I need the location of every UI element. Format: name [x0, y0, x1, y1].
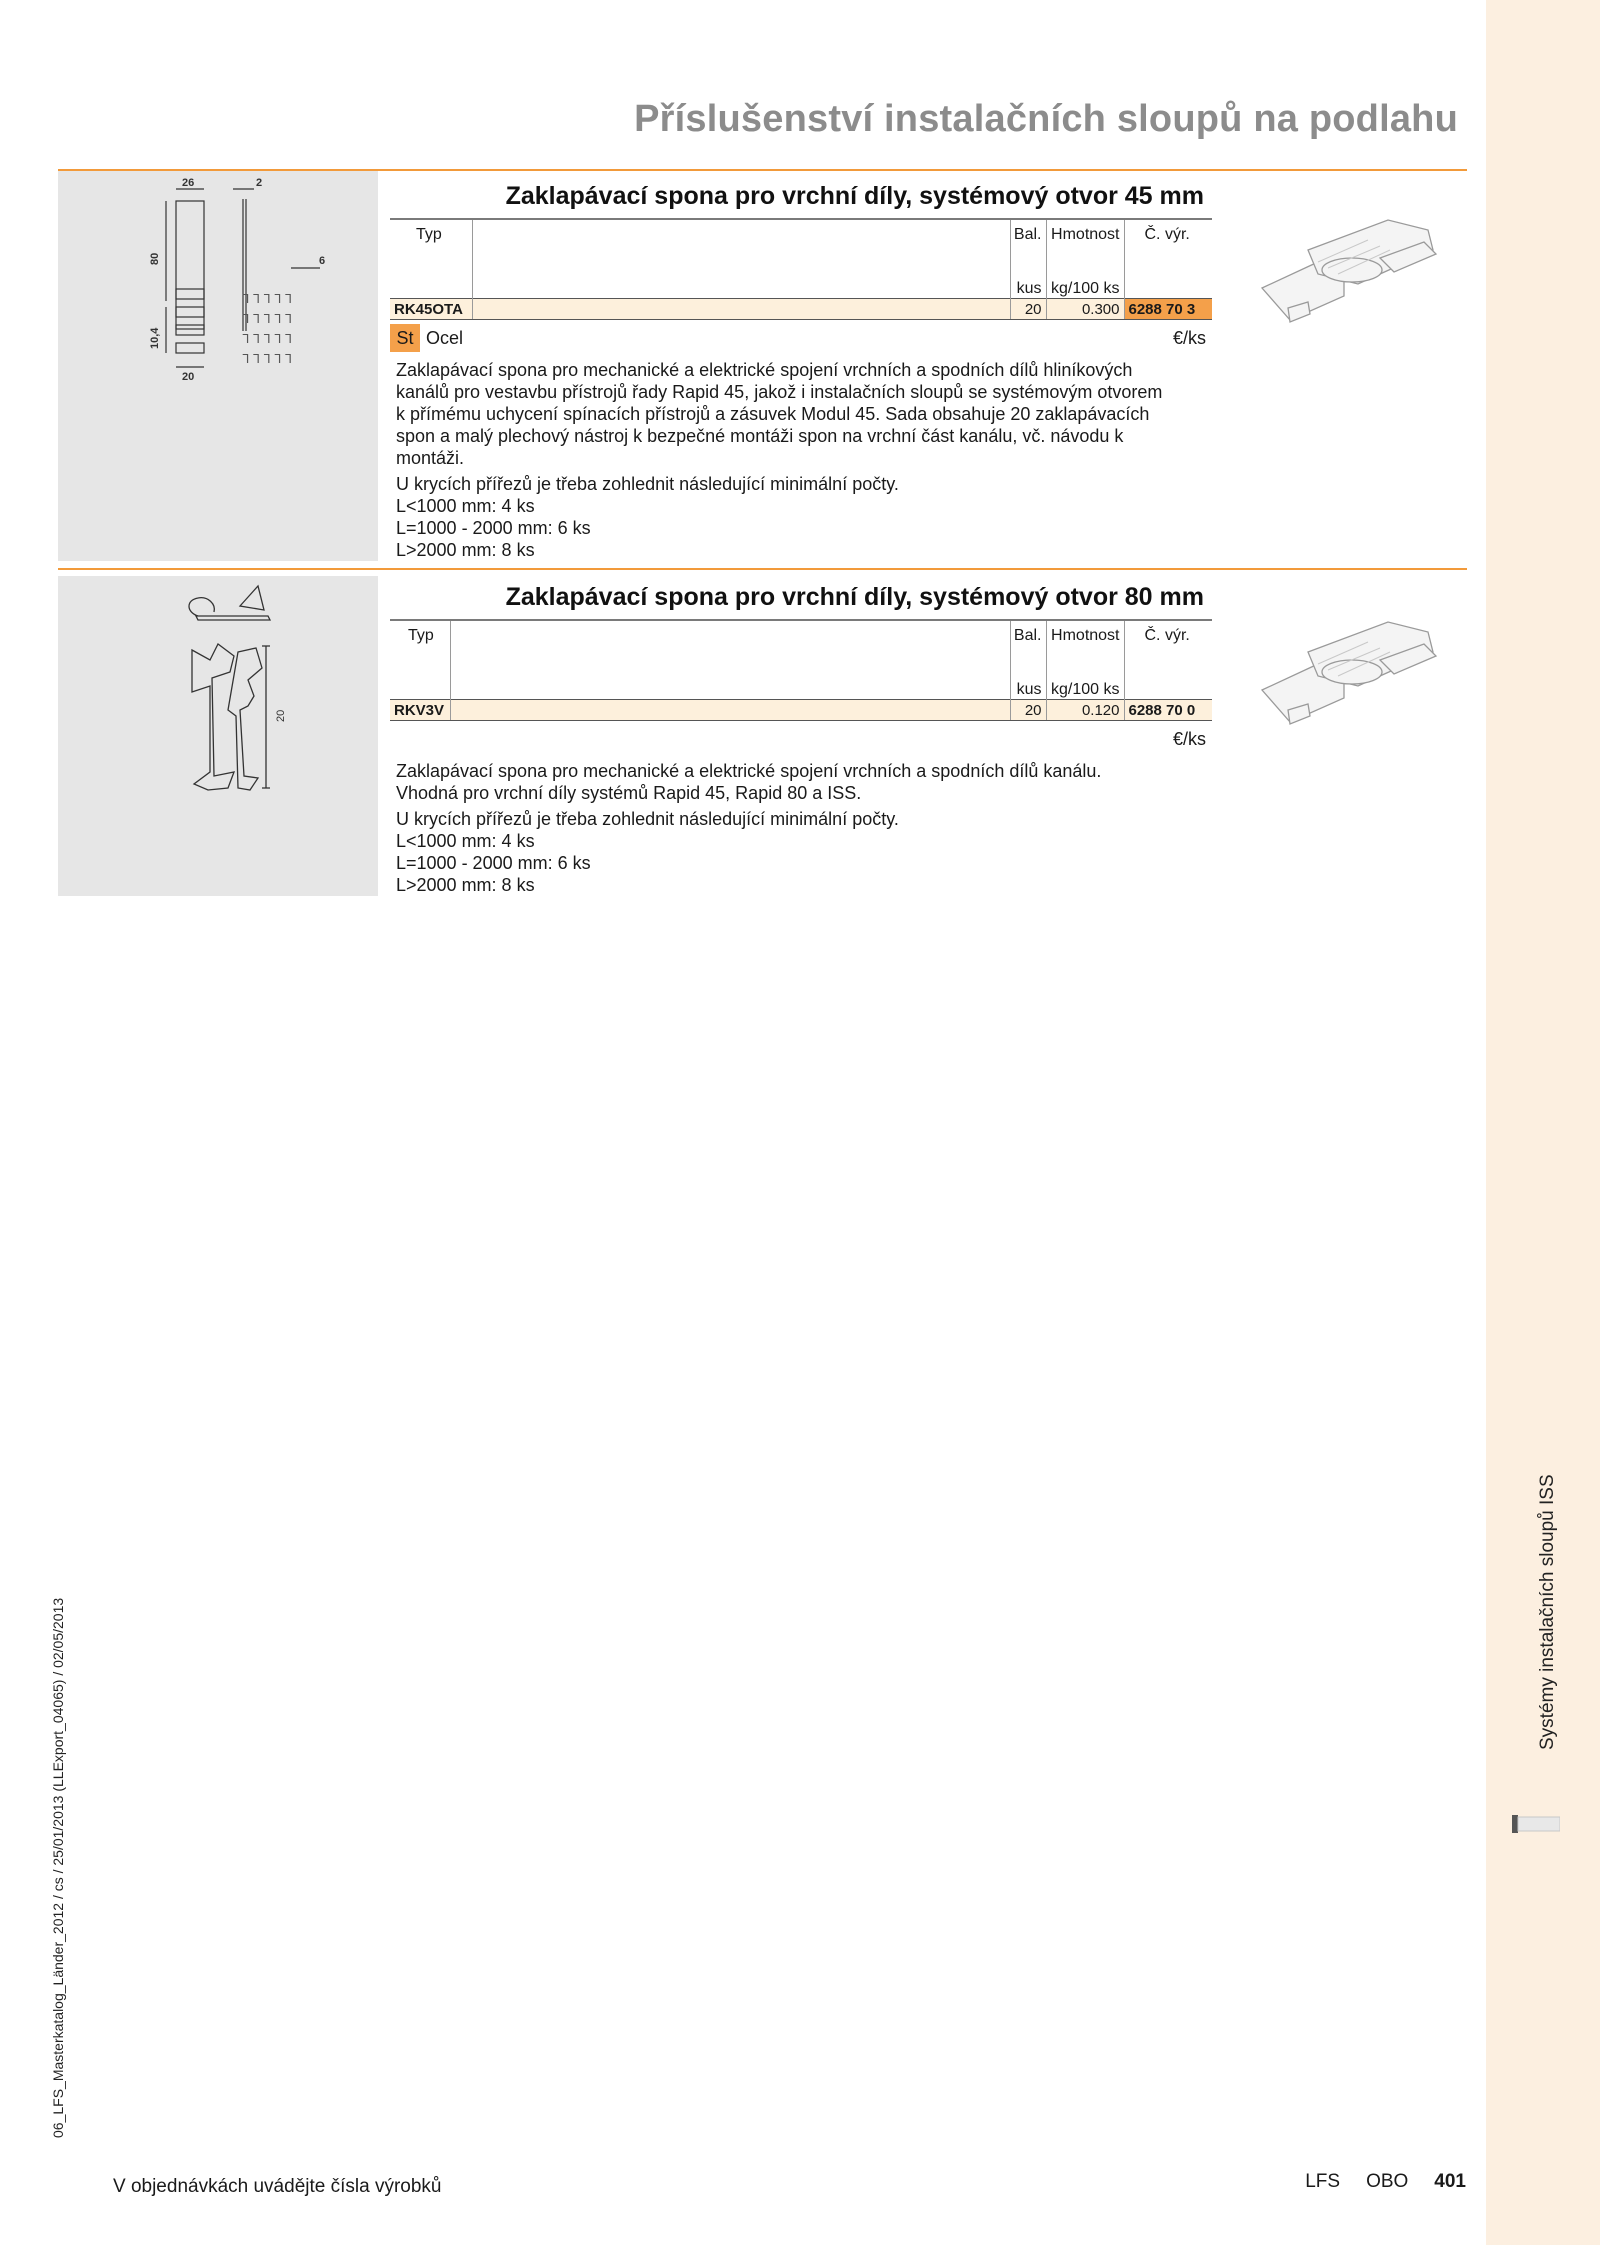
- header-hmotnost-unit: kg/100 ks: [1051, 681, 1120, 698]
- note-line: L=1000 - 2000 mm: 6 ks: [396, 518, 591, 538]
- row-hmotnost: 0.120: [1046, 700, 1124, 721]
- description-line: spon a malý plechový nástroj k bezpečné montáži spon na vrchní část kanálu, vč. návodu k: [396, 426, 1124, 446]
- description-line: k přímému uchycení spínacích přístrojů a zásuvek Modul 45. Sada obsahuje 20 zaklapávacích: [396, 404, 1150, 424]
- header-hmotnost-unit: kg/100 ks: [1051, 280, 1120, 297]
- dim-label: 80: [149, 252, 161, 265]
- header-hmotnost: Hmotnost: [1051, 627, 1120, 644]
- description-line: Zaklapávací spona pro mechanické a elektrické spojení vrchních a spodních dílů kanálu.: [396, 761, 1102, 781]
- order-note: V objednávkách uvádějte čísla výrobků: [113, 2176, 442, 2197]
- svg-text:ᒣ ᒣ ᒣ ᒣ ᒣ: ᒣ ᒣ ᒣ ᒣ ᒣ: [242, 332, 292, 346]
- product-description: [396, 359, 1216, 565]
- dim-label: 20: [182, 371, 195, 383]
- table-row[interactable]: [390, 299, 1212, 320]
- drawing-svg: [58, 171, 378, 561]
- footer-obo: OBO: [1366, 2171, 1409, 2192]
- header-bal: Bal.: [1013, 627, 1042, 644]
- header-typ: Typ: [390, 620, 450, 700]
- product-description: [396, 760, 1216, 900]
- drawing-svg: [58, 576, 378, 896]
- header-typ: Typ: [390, 219, 472, 299]
- description-line: Vhodná pro vrchní díly systémů Rapid 45, Rapid 80 a ISS.: [396, 783, 862, 803]
- row-article-number: 6288 70 0: [1124, 700, 1212, 721]
- svg-text:ᒣ ᒣ ᒣ ᒣ ᒣ: ᒣ ᒣ ᒣ ᒣ ᒣ: [242, 312, 292, 326]
- page-title: Příslušenství instalačních sloupů na podlahu: [634, 98, 1458, 140]
- material-name: Ocel: [426, 328, 464, 348]
- product-photo-rkv3v: [1248, 612, 1448, 732]
- price-unit: €/ks: [1172, 328, 1206, 348]
- product-title: Zaklapávací spona pro vrchní díly, systémový otvor 80 mm: [505, 583, 1204, 611]
- side-band: [1486, 0, 1600, 2245]
- description-line: Zaklapávací spona pro mechanické a elektrické spojení vrchních a spodních dílů hliníkových: [396, 360, 1133, 380]
- footer-brand: [1305, 2171, 1466, 2193]
- row-bal: 20: [1010, 700, 1046, 721]
- table-row[interactable]: [390, 700, 1212, 721]
- note-line: L<1000 mm: 4 ks: [396, 831, 535, 851]
- row-bal: 20: [1010, 299, 1046, 320]
- dim-label: 2: [256, 177, 263, 189]
- note-line: L=1000 - 2000 mm: 6 ks: [396, 853, 591, 873]
- dim-label: 10,4: [149, 327, 161, 349]
- side-print-info: 06_LFS_Masterkatalog_Länder_2012 / cs / 25/01/2013 (LLExport_04065) / 02/05/2013: [50, 1597, 66, 2138]
- price-unit: €/ks: [1172, 729, 1206, 749]
- dim-label: 6: [319, 255, 326, 267]
- table-header-row: [390, 620, 1212, 700]
- header-bal-unit: kus: [1016, 280, 1042, 297]
- header-bal: Bal.: [1013, 226, 1042, 243]
- footer-lfs: LFS: [1305, 2171, 1341, 2192]
- product-photo-rk45ota: [1248, 210, 1448, 330]
- row-typ: RKV3V: [390, 700, 450, 721]
- spec-table: [390, 218, 1212, 320]
- note-line: L>2000 mm: 8 ks: [396, 540, 535, 560]
- product-title: Zaklapávací spona pro vrchní díly, systémový otvor 45 mm: [505, 182, 1204, 210]
- side-section-label: Systémy instalačních sloupů ISS: [1537, 1474, 1558, 1750]
- row-typ: RK45OTA: [390, 299, 472, 320]
- page-number: 401: [1434, 2171, 1466, 2192]
- table-header-row: [390, 219, 1212, 299]
- technical-drawing-rkv3v: [58, 576, 378, 896]
- header-cv: Č. výr.: [1144, 627, 1190, 644]
- row-article-number: 6288 70 3: [1124, 299, 1212, 320]
- header-bal-unit: kus: [1016, 681, 1042, 698]
- note-line: U krycích přířezů je třeba zohlednit následující minimální počty.: [396, 809, 899, 829]
- material-badge: St: [390, 324, 420, 352]
- description-line: montáži.: [396, 448, 465, 468]
- note-line: U krycích přířezů je třeba zohlednit následující minimální počty.: [396, 474, 899, 494]
- header-cv: Č. výr.: [1144, 226, 1190, 243]
- note-line: L>2000 mm: 8 ks: [396, 875, 535, 895]
- section-marker-icon: [1512, 1815, 1560, 1833]
- dim-label: 20: [275, 709, 287, 722]
- section-divider: [58, 568, 1467, 570]
- technical-drawing-rk45ota: [58, 171, 378, 561]
- description-line: kanálů pro vestavbu přístrojů řady Rapid 45, jakož i instalačních sloupů se systémovým otvorem: [396, 382, 1163, 402]
- spec-table: [390, 619, 1212, 721]
- note-line: L<1000 mm: 4 ks: [396, 496, 535, 516]
- dim-label: 26: [182, 177, 195, 189]
- svg-text:ᒣ ᒣ ᒣ ᒣ ᒣ: ᒣ ᒣ ᒣ ᒣ ᒣ: [242, 292, 292, 306]
- header-hmotnost: Hmotnost: [1051, 226, 1120, 243]
- row-hmotnost: 0.300: [1046, 299, 1124, 320]
- svg-text:ᒣ ᒣ ᒣ ᒣ ᒣ: ᒣ ᒣ ᒣ ᒣ ᒣ: [242, 352, 292, 366]
